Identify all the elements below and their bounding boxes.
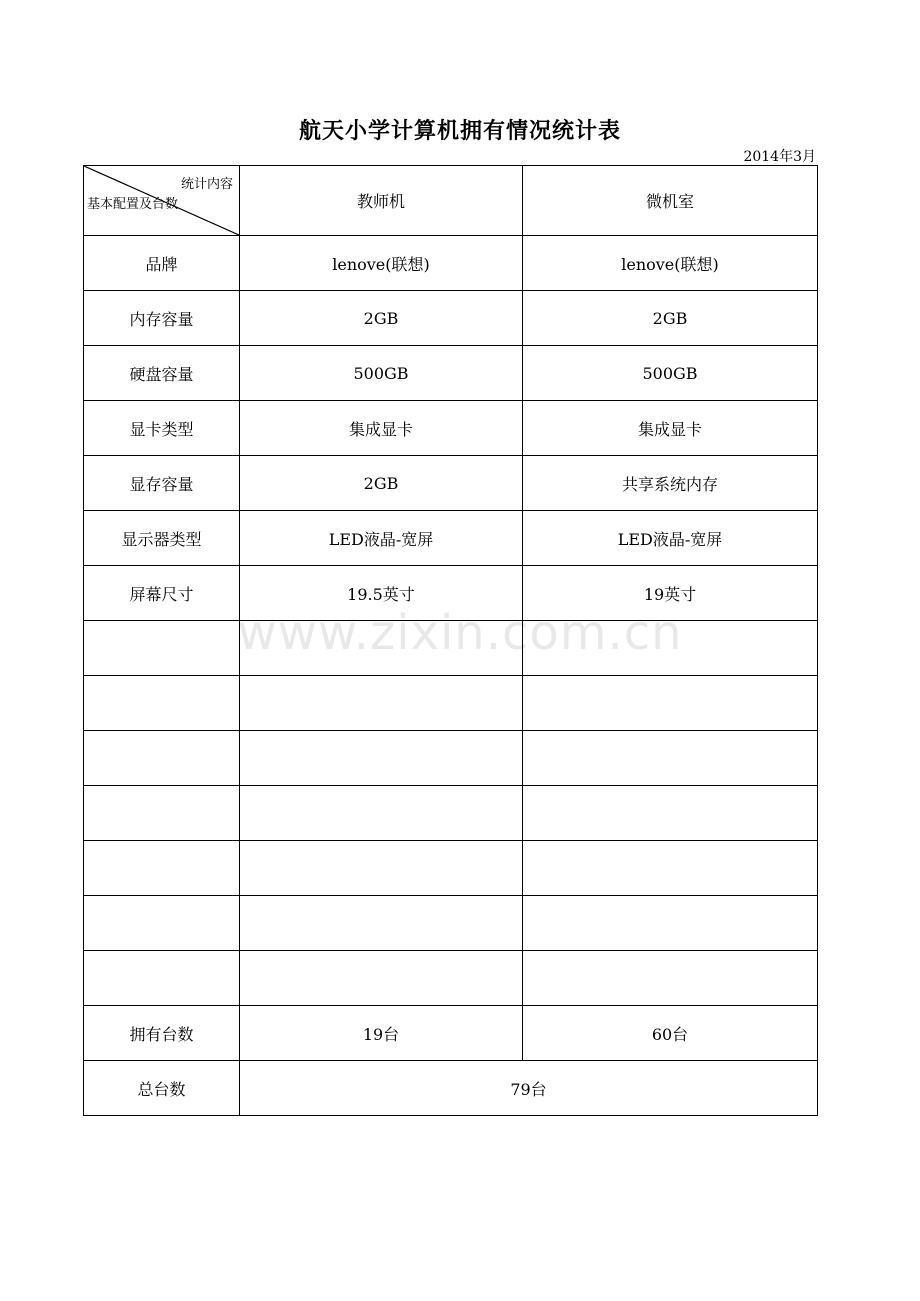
row-label: 显卡类型: [84, 401, 240, 456]
cell-teacher: 2GB: [240, 456, 523, 511]
row-label: 总台数: [84, 1061, 240, 1116]
cell-lab: 集成显卡: [523, 401, 818, 456]
empty-cell: [240, 621, 523, 676]
row-label: 显示器类型: [84, 511, 240, 566]
total-count-row: [84, 1061, 818, 1116]
empty-row: [84, 731, 818, 786]
owned-count-row: [84, 1006, 818, 1061]
cell-lab: 2GB: [523, 291, 818, 346]
empty-cell: [84, 676, 240, 731]
table-row: [84, 511, 818, 566]
empty-cell: [523, 676, 818, 731]
total-value: 79台: [240, 1061, 818, 1116]
cell-teacher: 2GB: [240, 291, 523, 346]
cell-teacher: 500GB: [240, 346, 523, 401]
corner-header-cell: [84, 166, 240, 236]
cell-lab: 60台: [523, 1006, 818, 1061]
cell-teacher: 19.5英寸: [240, 566, 523, 621]
table-row: [84, 291, 818, 346]
table-header-row: [84, 166, 818, 236]
cell-teacher: 19台: [240, 1006, 523, 1061]
row-label: 屏幕尺寸: [84, 566, 240, 621]
page-title: 航天小学计算机拥有情况统计表: [298, 119, 621, 144]
corner-label-config: 基本配置及台数: [87, 197, 179, 212]
table-row: [84, 401, 818, 456]
column-header-teacher: 教师机: [240, 166, 523, 236]
empty-cell: [84, 896, 240, 951]
empty-cell: [84, 621, 240, 676]
row-label: 品牌: [84, 236, 240, 291]
empty-cell: [240, 676, 523, 731]
cell-lab: LED液晶-宽屏: [523, 511, 818, 566]
empty-cell: [84, 841, 240, 896]
empty-row: [84, 676, 818, 731]
empty-cell: [240, 731, 523, 786]
empty-cell: [84, 731, 240, 786]
cell-lab: 19英寸: [523, 566, 818, 621]
empty-cell: [84, 951, 240, 1006]
row-label: 硬盘容量: [84, 346, 240, 401]
empty-cell: [523, 731, 818, 786]
empty-cell: [240, 951, 523, 1006]
table-row: [84, 566, 818, 621]
cell-teacher: LED液晶-宽屏: [240, 511, 523, 566]
cell-lab: 共享系统内存: [523, 456, 818, 511]
table-row: [84, 236, 818, 291]
statistics-table: [83, 165, 818, 1116]
empty-cell: [523, 841, 818, 896]
cell-teacher: lenove(联想): [240, 236, 523, 291]
row-label: 内存容量: [84, 291, 240, 346]
empty-row: [84, 621, 818, 676]
empty-cell: [523, 621, 818, 676]
column-header-lab: 微机室: [523, 166, 818, 236]
row-label: 拥有台数: [84, 1006, 240, 1061]
cell-teacher: 集成显卡: [240, 401, 523, 456]
cell-lab: 500GB: [523, 346, 818, 401]
empty-cell: [240, 896, 523, 951]
empty-cell: [84, 786, 240, 841]
empty-cell: [240, 786, 523, 841]
table-row: [84, 346, 818, 401]
report-date: 2014年3月: [743, 149, 816, 165]
row-label: 显存容量: [84, 456, 240, 511]
watermark: www.zixin.com.cn: [237, 605, 683, 661]
cell-lab: lenove(联想): [523, 236, 818, 291]
empty-row: [84, 841, 818, 896]
empty-cell: [523, 786, 818, 841]
empty-cell: [523, 951, 818, 1006]
empty-cell: [240, 841, 523, 896]
empty-row: [84, 786, 818, 841]
table-row: [84, 456, 818, 511]
empty-cell: [523, 896, 818, 951]
empty-row: [84, 951, 818, 1006]
corner-label-content: 统计内容: [180, 177, 233, 192]
empty-row: [84, 896, 818, 951]
